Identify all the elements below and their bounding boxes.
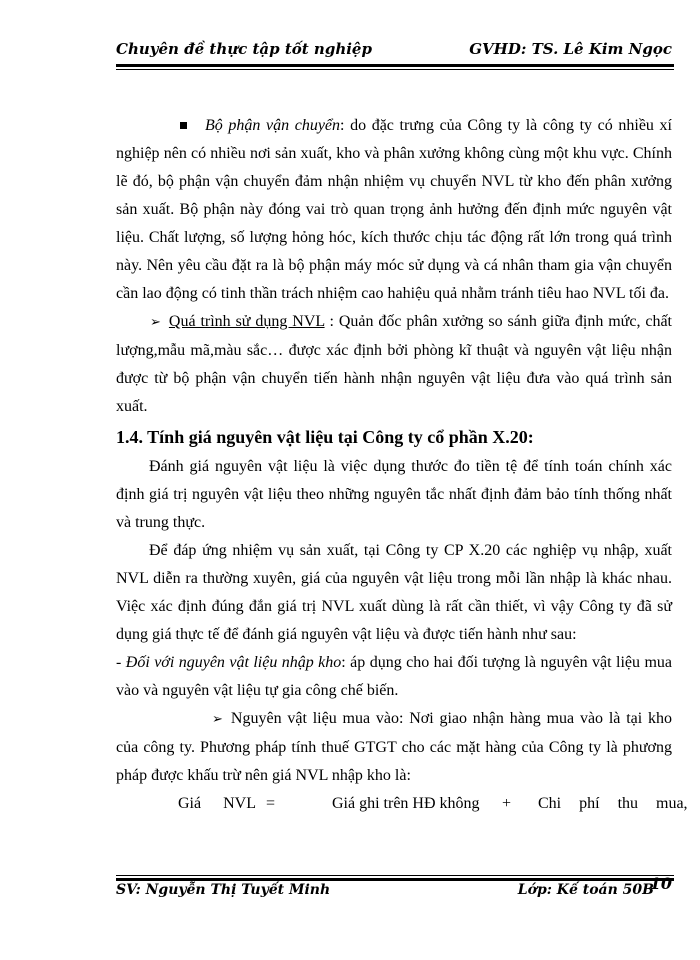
header-advisor: GVHD: TS. Lê Kim Ngọc [469,40,672,58]
usage-label: Quá trình sử dụng NVL [168,313,325,330]
paragraph-method: Để đáp ứng nhiệm vụ sản xuất, tại Công ty CP X.20 các nghiệp vụ nhập, xuất NVL diễn ra thường xuyên, giá của nguyên vật liệu trong mỗi lần nhập là khác nhau. Việc xác định đúng đắn giá trị NVL xuất dùng là rất cần thiết, vì vậy Công ty đã sử dụng giá thực tế để đánh giá nguyên vật liệu và được tiến hành như sau: [116,542,672,643]
page-number: 10 [649,874,672,893]
footer-rule-thin [116,875,674,876]
header-rule-thin [116,69,674,70]
paragraph-transport [116,112,672,308]
document-body [116,112,688,818]
footer-class: Lớp: Kế toán 50B [517,882,654,898]
transport-text: : do đặc trưng của Công ty là công ty có nhiều xí nghiệp nên có nhiều nơi sản xuất, kho và phân xưởng không cùng một khu vực. Chính lẽ đó, bộ phận vận chuyển đảm nhận nhiệm vụ chuyển NVL từ kho đến phân xưởng sản xuất. Bộ phận này đóng vai trò quan trọng ảnh hưởng đến định mức nguyên vật liệu. Chất lượng, số lượng hỏng hóc, kích thước chịu tác động rất lớn trong quá trình này. Nên yêu cầu đặt ra là bộ phận máy móc sử dụng và cá nhân tham gia vận chuyển cần lao động có tinh thần trách nhiệm cao hahiệu quả nhằm tránh tiêu hao NVL tối đa. [116,117,672,302]
paragraph-valuation: Đánh giá nguyên vật liệu là việc dụng thước đo tiền tệ để tính toán chính xác định giá trị nguyên vật liệu theo những nguyên tắc nhất định đảm bảo tính thống nhất và trung thực. [116,458,672,531]
inbound-dash: - [116,654,126,671]
square-bullet-icon [180,122,187,129]
paragraph-purchased [116,705,672,790]
price-formula [116,790,688,818]
formula-term2: Chi phí thu mua, [538,795,688,812]
arrow-bullet-icon: ➢ [150,315,161,330]
footer-student: SV: Nguyễn Thị Tuyết Minh [116,882,331,898]
usage-text: : Quản đốc phân xưởng so sánh giữa định mức, chất lượng,mẫu mã,màu sắc… được xác định bởi phòng kĩ thuật và nguyên vật liệu nhận được từ bộ phận vận chuyển tiến hành nhận nguyên vật liệu đưa vào quá trình sản xuất. [116,313,673,415]
formula-equals: = [266,795,276,812]
header-title: Chuyên đề thực tập tốt nghiệp [116,40,372,58]
section-heading: 1.4. Tính giá nguyên vật liệu tại Công ty cổ phần X.20: [116,427,534,447]
purchased-text: Nguyên vật liệu mua vào: Nơi giao nhận hàng mua vào là tại kho của công ty. Phương pháp tính thuế GTGT cho các mặt hàng của Công ty là phương pháp được khấu trừ nên giá NVL nhập kho là: [116,710,672,784]
formula-term1: Giá ghi trên HĐ không [332,795,480,812]
inbound-label: Đối với nguyên vật liệu nhập kho [125,654,342,671]
formula-left: Giá NVL [178,795,256,812]
paragraph-usage [116,308,672,421]
page-footer [116,874,672,908]
header-rule-thick [116,64,674,67]
paragraph-inbound [116,649,672,705]
arrow-bullet-icon: ➢ [212,712,223,727]
formula-plus: + [502,795,512,812]
footer-rule-thick [116,878,674,881]
page-header [116,38,672,64]
inbound-text: : áp dụng cho hai đối tượng là nguyên vật liệu mua vào và nguyên vật liệu tự gia công chế biến. [116,654,673,699]
transport-label: Bộ phận vận chuyển [205,117,341,134]
